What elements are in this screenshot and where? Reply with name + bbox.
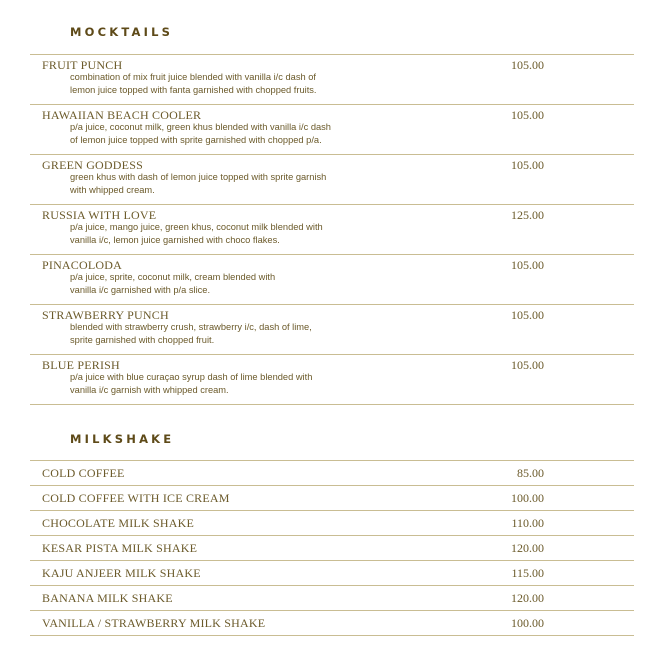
description-line: with whipped cream. — [70, 184, 155, 195]
description-line: p/a juice, mango juice, green khus, coconut milk blended with — [70, 222, 323, 232]
item-name: COLD COFFEE WITH ICE CREAM — [42, 491, 230, 505]
description-line: lemon juice topped with fanta garnished with chopped fruits. — [70, 84, 317, 95]
item-name: FRUIT PUNCH — [42, 58, 123, 72]
item-price: 105.00 — [511, 58, 544, 72]
mocktails-heading: MOCKTAILS — [70, 25, 174, 39]
item-price: 125.00 — [511, 208, 544, 222]
item-name: BLUE PERISH — [42, 358, 120, 372]
item-name: VANILLA / STRAWBERRY MILK SHAKE — [42, 616, 266, 630]
menu-item-pinacoloda — [30, 255, 634, 305]
item-price: 105.00 — [511, 108, 544, 122]
description-line: of lemon juice topped with sprite garnished with chopped p/a. — [70, 134, 322, 145]
item-description — [70, 371, 370, 396]
item-name: KESAR PISTA MILK SHAKE — [42, 541, 198, 555]
description-line: p/a juice with blue curaçao syrup dash of lime blended with — [70, 372, 313, 382]
menu-item-strawberry-punch — [30, 305, 634, 355]
description-line: blended with strawberry crush, strawberry i/c, dash of lime, — [70, 322, 312, 332]
item-description — [70, 221, 370, 246]
description-line: vanilla i/c, lemon juice garnished with choco flakes. — [70, 234, 280, 245]
item-price: 105.00 — [511, 308, 544, 322]
milkshake-heading: MILKSHAKE — [70, 432, 175, 446]
menu-item-kaju-anjeer-milk-shake — [30, 561, 634, 586]
item-price: 100.00 — [511, 616, 544, 630]
description-line: vanilla i/c garnished with p/a slice. — [70, 284, 211, 295]
item-name: BANANA MILK SHAKE — [42, 591, 173, 605]
menu-item-cold-coffee-with-ice-cream — [30, 486, 634, 511]
description-line: p/a juice, sprite, coconut milk, cream blended with — [70, 272, 276, 282]
menu-item-russia-with-love — [30, 205, 634, 255]
item-price: 110.00 — [511, 516, 544, 530]
item-price: 100.00 — [511, 491, 544, 505]
menu-item-green-goddess — [30, 155, 634, 205]
item-description — [70, 71, 370, 96]
milkshake-list — [30, 460, 634, 636]
item-name: HAWAIIAN BEACH COOLER — [42, 108, 202, 122]
description-line: combination of mix fruit juice blended with vanilla i/c dash of — [70, 72, 316, 82]
item-name: PINACOLODA — [42, 258, 122, 272]
item-price: 105.00 — [511, 358, 544, 372]
menu-item-fruit-punch — [30, 55, 634, 105]
item-name: GREEN GODDESS — [42, 158, 143, 172]
item-price: 120.00 — [511, 541, 544, 555]
item-name: RUSSIA WITH LOVE — [42, 208, 157, 222]
item-price: 105.00 — [511, 158, 544, 172]
menu-item-blue-perish — [30, 355, 634, 405]
item-name: STRAWBERRY PUNCH — [42, 308, 169, 322]
item-description — [70, 121, 370, 146]
item-name: COLD COFFEE — [42, 466, 125, 480]
item-name: CHOCOLATE MILK SHAKE — [42, 516, 194, 530]
item-description — [70, 321, 370, 346]
menu-item-cold-coffee — [30, 461, 634, 486]
menu-item-banana-milk-shake — [30, 586, 634, 611]
item-price: 85.00 — [517, 466, 544, 480]
menu-item-vanilla-strawberry-milk-shake — [30, 611, 634, 636]
menu-item-hawaiian-beach-cooler — [30, 105, 634, 155]
description-line: p/a juice, coconut milk, green khus blended with vanilla i/c dash — [70, 122, 331, 132]
menu-item-chocolate-milk-shake — [30, 511, 634, 536]
menu-item-kesar-pista-milk-shake — [30, 536, 634, 561]
description-line: vanilla i/c garnish with whipped cream. — [70, 384, 229, 395]
item-price: 120.00 — [511, 591, 544, 605]
item-description — [70, 171, 370, 196]
item-name: KAJU ANJEER MILK SHAKE — [42, 566, 201, 580]
description-line: sprite garnished with chopped fruit. — [70, 334, 215, 345]
item-description — [70, 271, 370, 296]
mocktails-list — [30, 54, 634, 405]
description-line: green khus with dash of lemon juice topped with sprite garnish — [70, 172, 327, 182]
item-price: 115.00 — [511, 566, 544, 580]
item-price: 105.00 — [511, 258, 544, 272]
